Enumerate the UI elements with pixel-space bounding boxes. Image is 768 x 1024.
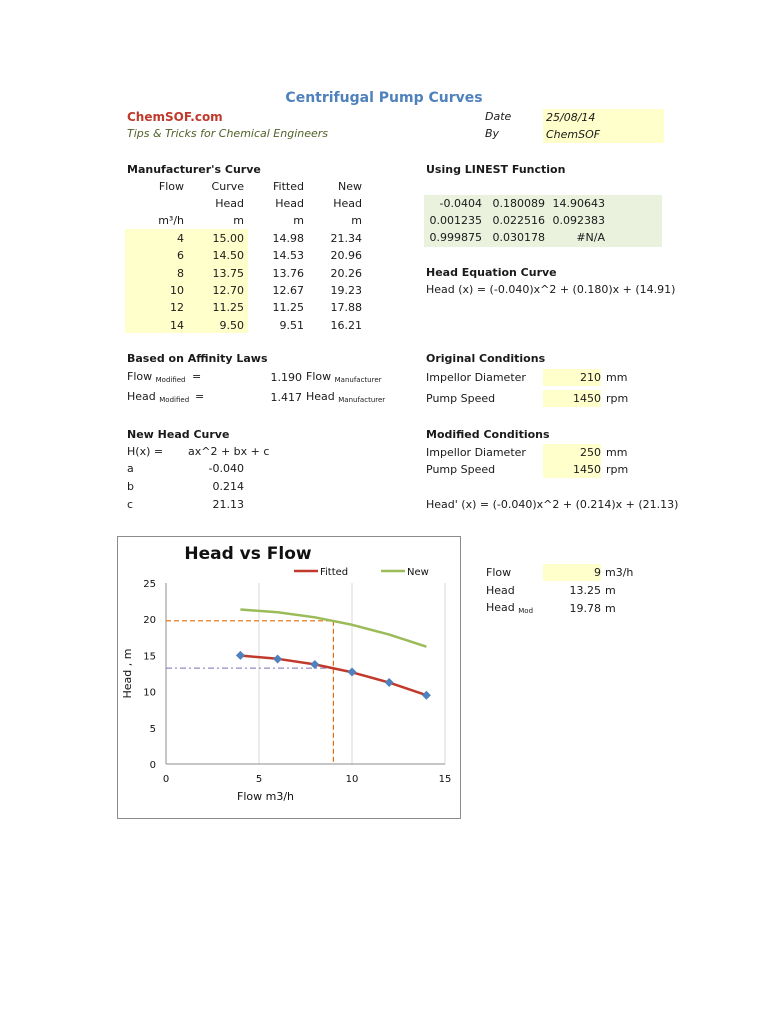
manufacturer-title: Manufacturer's Curve [127, 163, 261, 176]
lookup-head-unit: m [605, 584, 616, 597]
new-head-cell: 20.96 [330, 249, 362, 263]
hx-label: H(x) = [127, 445, 164, 458]
coef-a-label: a [127, 462, 134, 475]
modified-equation-text: Head' (x) = (-0.040)x^2 + (0.214)x + (21.13) [426, 498, 679, 511]
modified-speed-input[interactable]: 1450 [543, 461, 601, 478]
coef-a-value: -0.040 [208, 462, 244, 475]
y-tick-label: 5 [149, 723, 156, 735]
original-diameter-input[interactable]: 210 [543, 369, 601, 386]
affinity-flow-right: Flow $_{Manufacturer}$ [306, 370, 382, 384]
affinity-head-eq: = [195, 390, 205, 403]
y-axis-label: Head , m [121, 648, 134, 699]
linest-cell: 0.001235 [429, 214, 482, 227]
col-new-header-3: m [351, 214, 362, 227]
flow-cell[interactable]: 12 [170, 301, 184, 315]
date-value[interactable]: 25/08/14 [543, 109, 664, 126]
curve-head-cell[interactable]: 13.75 [212, 266, 244, 280]
date-label: Date [485, 110, 512, 123]
data-point-marker [236, 651, 245, 660]
original-diameter-unit: mm [606, 371, 628, 384]
chart-title: Head vs Flow [184, 544, 312, 564]
affinity-title: Based on Affinity Laws [127, 352, 268, 365]
tagline: Tips & Tricks for Chemical Engineers [127, 127, 329, 140]
y-tick-label: 25 [143, 579, 156, 590]
affinity-head-value: 1.417 [270, 391, 302, 404]
linest-cell: 0.180089 [492, 197, 545, 210]
by-value[interactable]: ChemSOF [543, 126, 664, 143]
flow-cell[interactable]: 6 [177, 249, 184, 263]
legend-label-new: New [407, 567, 429, 578]
flow-cell[interactable]: 8 [177, 266, 184, 280]
coef-c-label: c [127, 498, 134, 511]
coef-b-value: 0.214 [212, 480, 244, 493]
original-speed-label: Pump Speed [426, 392, 496, 405]
curve-head-cell[interactable]: 12.70 [212, 283, 244, 297]
x-tick-label: 10 [345, 774, 359, 785]
new-head-cell: 20.26 [330, 266, 362, 280]
modified-title: Modified Conditions [426, 428, 550, 441]
head-equation-title: Head Equation Curve [426, 266, 557, 279]
modified-diameter-input[interactable]: 250 [543, 444, 601, 461]
linest-cell: 14.90643 [552, 197, 605, 210]
col-flow-header-1: Flow [158, 180, 184, 193]
fitted-head-cell: 13.76 [272, 266, 304, 280]
new-head-cell: 21.34 [330, 232, 362, 245]
col-new-header-2: Head [333, 197, 362, 210]
linest-cell: 0.092383 [552, 214, 605, 227]
fitted-head-cell: 14.53 [272, 249, 304, 263]
curve-head-cell[interactable]: 15.00 [212, 232, 244, 245]
original-speed-unit: rpm [606, 392, 629, 405]
affinity-head-label: Head $_{Modified}$ [127, 390, 190, 404]
new-head-title: New Head Curve [127, 428, 230, 441]
data-point-marker [273, 655, 282, 664]
hx-formula: ax^2 + bx + c [188, 445, 270, 458]
linest-title: Using LINEST Function [426, 163, 566, 176]
new-head-cell: 16.21 [330, 318, 362, 332]
legend-label-fitted: Fitted [320, 567, 349, 578]
curve-head-cell[interactable]: 9.50 [219, 318, 244, 332]
fitted-head-cell: 11.25 [272, 301, 304, 315]
linest-cell: #N/A [576, 231, 605, 244]
page-title: Centrifugal Pump Curves [285, 90, 483, 106]
lookup-flow-unit: m3/h [605, 566, 634, 579]
col-fitted-header-3: m [293, 214, 304, 227]
x-axis-label: Flow m3/h [237, 790, 294, 803]
col-curve-header-1: Curve [211, 180, 244, 193]
data-point-marker [422, 691, 431, 700]
modified-diameter-unit: mm [606, 446, 628, 459]
affinity-flow-value: 1.190 [270, 371, 302, 384]
lookup-flow-input[interactable]: 9 [543, 564, 601, 581]
new-head-cell: 19.23 [330, 283, 362, 297]
original-diameter-label: Impellor Diameter [426, 371, 526, 384]
lookup-flow-label: Flow [486, 566, 512, 579]
lookup-headmod-label: Head $_{Mod}$ [486, 601, 534, 615]
coef-b-label: b [127, 480, 134, 493]
lookup-head-value: 13.25 [569, 584, 601, 597]
brand-name: ChemSOF.com [127, 110, 223, 124]
flow-cell[interactable]: 4 [177, 232, 184, 245]
coef-c-value: 21.13 [212, 498, 244, 511]
y-tick-label: 0 [149, 760, 156, 771]
original-title: Original Conditions [426, 352, 546, 365]
modified-diameter-label: Impellor Diameter [426, 446, 526, 459]
col-new-header-1: New [338, 180, 362, 193]
lookup-head-label: Head [486, 584, 515, 597]
col-curve-header-2: Head [215, 197, 244, 210]
x-tick-label: 0 [162, 774, 170, 785]
linest-cell: -0.0404 [439, 197, 482, 210]
col-curve-header-3: m [233, 214, 244, 227]
col-fitted-header-2: Head [275, 197, 304, 210]
head-equation-text: Head (x) = (-0.040)x^2 + (0.180)x + (14.91) [426, 283, 676, 296]
by-label: By [485, 127, 500, 140]
affinity-head-right: Head $_{Manufacturer}$ [306, 390, 386, 404]
new-head-cell: 17.88 [330, 301, 362, 315]
col-flow-header-3: m³/h [158, 214, 184, 227]
original-speed-input[interactable]: 1450 [543, 390, 601, 407]
fitted-head-cell: 9.51 [279, 318, 304, 332]
y-tick-label: 20 [143, 615, 156, 627]
modified-speed-label: Pump Speed [426, 463, 496, 476]
curve-head-cell[interactable]: 11.25 [212, 301, 244, 315]
affinity-flow-label: Flow $_{Modified}$ [127, 370, 186, 384]
lookup-headmod-value: 19.78 [569, 602, 601, 615]
modified-speed-unit: rpm [606, 463, 629, 476]
fitted-head-cell: 12.67 [272, 283, 304, 297]
linest-cell: 0.999875 [429, 231, 482, 244]
flow-cell[interactable]: 14 [170, 318, 184, 332]
x-tick-label: 15 [438, 774, 452, 785]
flow-cell[interactable]: 10 [170, 283, 184, 297]
lookup-headmod-unit: m [605, 602, 616, 615]
fitted-head-cell: 14.98 [272, 232, 304, 245]
data-point-marker [348, 668, 357, 677]
y-tick-label: 10 [143, 687, 156, 699]
linest-cell: 0.022516 [492, 214, 545, 227]
col-fitted-header-1: Fitted [273, 180, 304, 193]
curve-head-cell[interactable]: 14.50 [212, 249, 244, 263]
linest-cell: 0.030178 [492, 231, 545, 244]
head-vs-flow-chart[interactable] [117, 536, 461, 819]
y-tick-label: 15 [143, 651, 156, 663]
chart-canvas [118, 537, 460, 818]
affinity-flow-eq: = [192, 370, 202, 383]
data-point-marker [385, 678, 394, 687]
x-tick-label: 5 [255, 774, 263, 785]
